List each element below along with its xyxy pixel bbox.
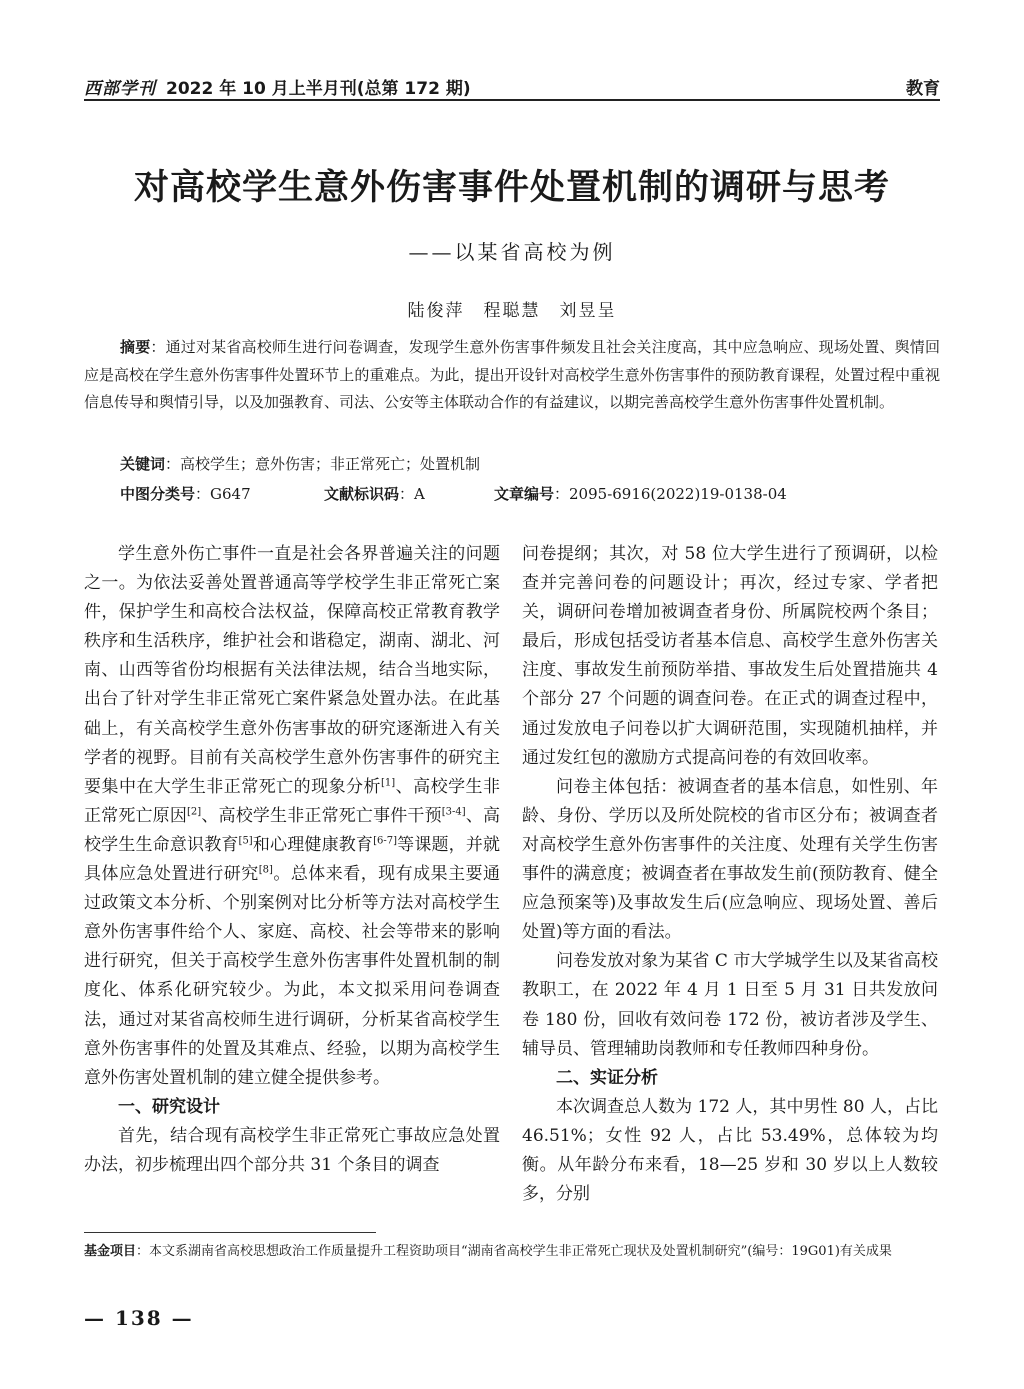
article-number-value: ：2095-6916(2022)19-0138-04 bbox=[554, 485, 787, 503]
intro-text-4: 、高校学生生命意识教育 bbox=[84, 805, 501, 855]
intro-text-1: 学生意外伤亡事件一直是社会各界普遍关注的问题之一。为依法妥善处置普通高等学校学生非正常死亡案件，保护学生和高校合法权益，保障高校正常教育教学秩序和生活秩序，维护社会和谐稳定，湖南、湖北、河南、山西等省份均根据有关法律法规，结合当地实际，出台了针对学生非正常死亡案件紧急处置办法。在此基础上，有关高校学生意外伤害事故的研究逐渐进入有关学者的视野。目前有关高校学生意外伤害事件的研究主要集中在大学生非正常死亡的现象分析 bbox=[84, 544, 500, 797]
design-paragraph: 首先，结合现有高校学生非正常死亡事故应急处置办法，初步梳理出四个部分共 31 个条目的调查 bbox=[84, 1125, 500, 1175]
intro-paragraph bbox=[84, 540, 500, 1093]
distribution-paragraph: 问卷发放对象为某省 C 市大学城学生以及某省高校教职工，在 2022 年 4 月 1 日至 5 月 31 日共发放问卷 180 份，回收有效问卷 172 份，被访者涉及学生、辅导员、管理辅助岗教师和专任教师四种身份。 bbox=[522, 951, 938, 1059]
article-number-label: 文章编号 bbox=[494, 485, 555, 503]
citation-ref: [6-7] bbox=[373, 835, 397, 847]
intro-text-6: 等课题，并就具体应急处置进行研究 bbox=[84, 834, 501, 885]
footnote-rule bbox=[84, 1232, 376, 1233]
section-label: 教育 bbox=[906, 79, 940, 99]
journal-issue: 2022 年 10 月上半月刊(总第 172 期) bbox=[166, 79, 471, 99]
keywords-text: ：高校学生；意外伤害；非正常死亡；处置机制 bbox=[165, 455, 481, 473]
intro-text-2: 、高校学生非正常死亡原因 bbox=[84, 776, 501, 826]
page-number: — 138 — bbox=[84, 1306, 194, 1330]
intro-text-5: 和心理健康教育 bbox=[252, 834, 374, 855]
keywords bbox=[120, 453, 480, 475]
intro-text-3: 、高校学生非正常死亡事件干预 bbox=[201, 805, 442, 826]
body-column-right bbox=[522, 540, 938, 1209]
journal-logo: 西部学刊 bbox=[84, 79, 156, 99]
keywords-label: 关键词 bbox=[120, 455, 166, 473]
doc-label: 文献标识码 bbox=[324, 485, 400, 503]
header-rule bbox=[84, 99, 940, 101]
article-number bbox=[494, 483, 787, 505]
clc-value: ：G647 bbox=[195, 485, 251, 503]
article-subtitle: ——以某省高校为例 bbox=[408, 240, 616, 264]
citation-ref: [1] bbox=[381, 777, 396, 789]
body-column-left bbox=[84, 540, 500, 1180]
article-title: 对高校学生意外伤害事件处置机制的调研与思考 bbox=[133, 168, 890, 208]
clc-label: 中图分类号 bbox=[120, 485, 196, 503]
abstract-label: 摘要 bbox=[120, 338, 151, 356]
article-authors: 陆俊萍 程聪慧 刘昱呈 bbox=[407, 301, 617, 321]
abstract bbox=[84, 334, 940, 417]
footnote-text: ：本文系湖南省高校思想政治工作质量提升工程资助项目“湖南省高校学生非正常死亡现状及处置机制研究”(编号：19G01)有关成果 bbox=[136, 1244, 892, 1259]
citation-ref: [5] bbox=[238, 835, 253, 847]
questionnaire-paragraph: 问卷主体包括：被调查者的基本信息，如性别、年龄、身份、学历以及所处院校的省市区分布；被调查者对高校学生意外伤害事件的关注度、处理有关学生伤害事件的满意度；被调查者在事故发生前(预防教育、健全应急预案等)及事故发生后(应急响应、现场处置、善后处置)等方面的看法。 bbox=[522, 776, 938, 943]
analysis-paragraph: 本次调查总人数为 172 人，其中男性 80 人，占比 46.51%；女性 92 人，占比 53.49%，总体较为均衡。从年龄分布来看，18—25 岁和 30 岁以上人数较多，分别 bbox=[522, 1096, 938, 1205]
abstract-text: ：通过对某省高校师生进行问卷调查，发现学生意外伤害事件频发且社会关注度高，其中应急响应、现场处置、舆情回应是高校在学生意外伤害事件处置环节上的重难点。为此，提出开设针对高校学生意外伤害事件的预防教育课程，处置过程中重视信息传导和舆情引导，以及加强教育、司法、公安等主体联动合作的有益建议，以期完善高校学生意外伤害事件处置机制。 bbox=[84, 338, 940, 411]
citation-ref: [2] bbox=[187, 806, 202, 818]
section-heading-research-design: 一、研究设计 bbox=[118, 1096, 220, 1117]
design-paragraph-continued: 问卷提纲；其次，对 58 位大学生进行了预调研，以检查并完善问卷的问题设计；再次，经过专家、学者把关，调研问卷增加被调查者身份、所属院校两个条目；最后，形成包括受访者基本信息、高校学生意外伤害关注度、事故发生前预防举措、事故发生后处置措施共 4 个部分 27 个问题的调查问卷。在正式的调查过程中，通过发放电子问卷以扩大调研范围，实现随机抽样，并通过发红包的激励方式提高问卷的有效回收率。 bbox=[522, 544, 938, 768]
footnote-label: 基金项目 bbox=[84, 1244, 137, 1259]
funding-footnote bbox=[84, 1240, 940, 1264]
section-heading-empirical-analysis: 二、实证分析 bbox=[556, 1067, 658, 1088]
doc-code bbox=[324, 483, 425, 505]
clc-number bbox=[120, 483, 251, 505]
intro-text-7: 。总体来看，现有成果主要通过政策文本分析、个别案例对比分析等方法对高校学生意外伤害事件给个人、家庭、高校、社会等带来的影响进行研究，但关于高校学生意外伤害事件处置机制的制度化、体系化研究较少。为此，本文拟采用问卷调查法，通过对某省高校师生进行调研，分析某省高校学生意外伤害事件的处置及其难点、经验，以期为高校学生意外伤害处置机制的建立健全提供参考。 bbox=[84, 864, 501, 1088]
running-header bbox=[84, 72, 940, 98]
citation-ref: [3-4] bbox=[441, 806, 466, 818]
doc-value: ：A bbox=[399, 485, 425, 503]
citation-ref: [8] bbox=[258, 864, 273, 876]
